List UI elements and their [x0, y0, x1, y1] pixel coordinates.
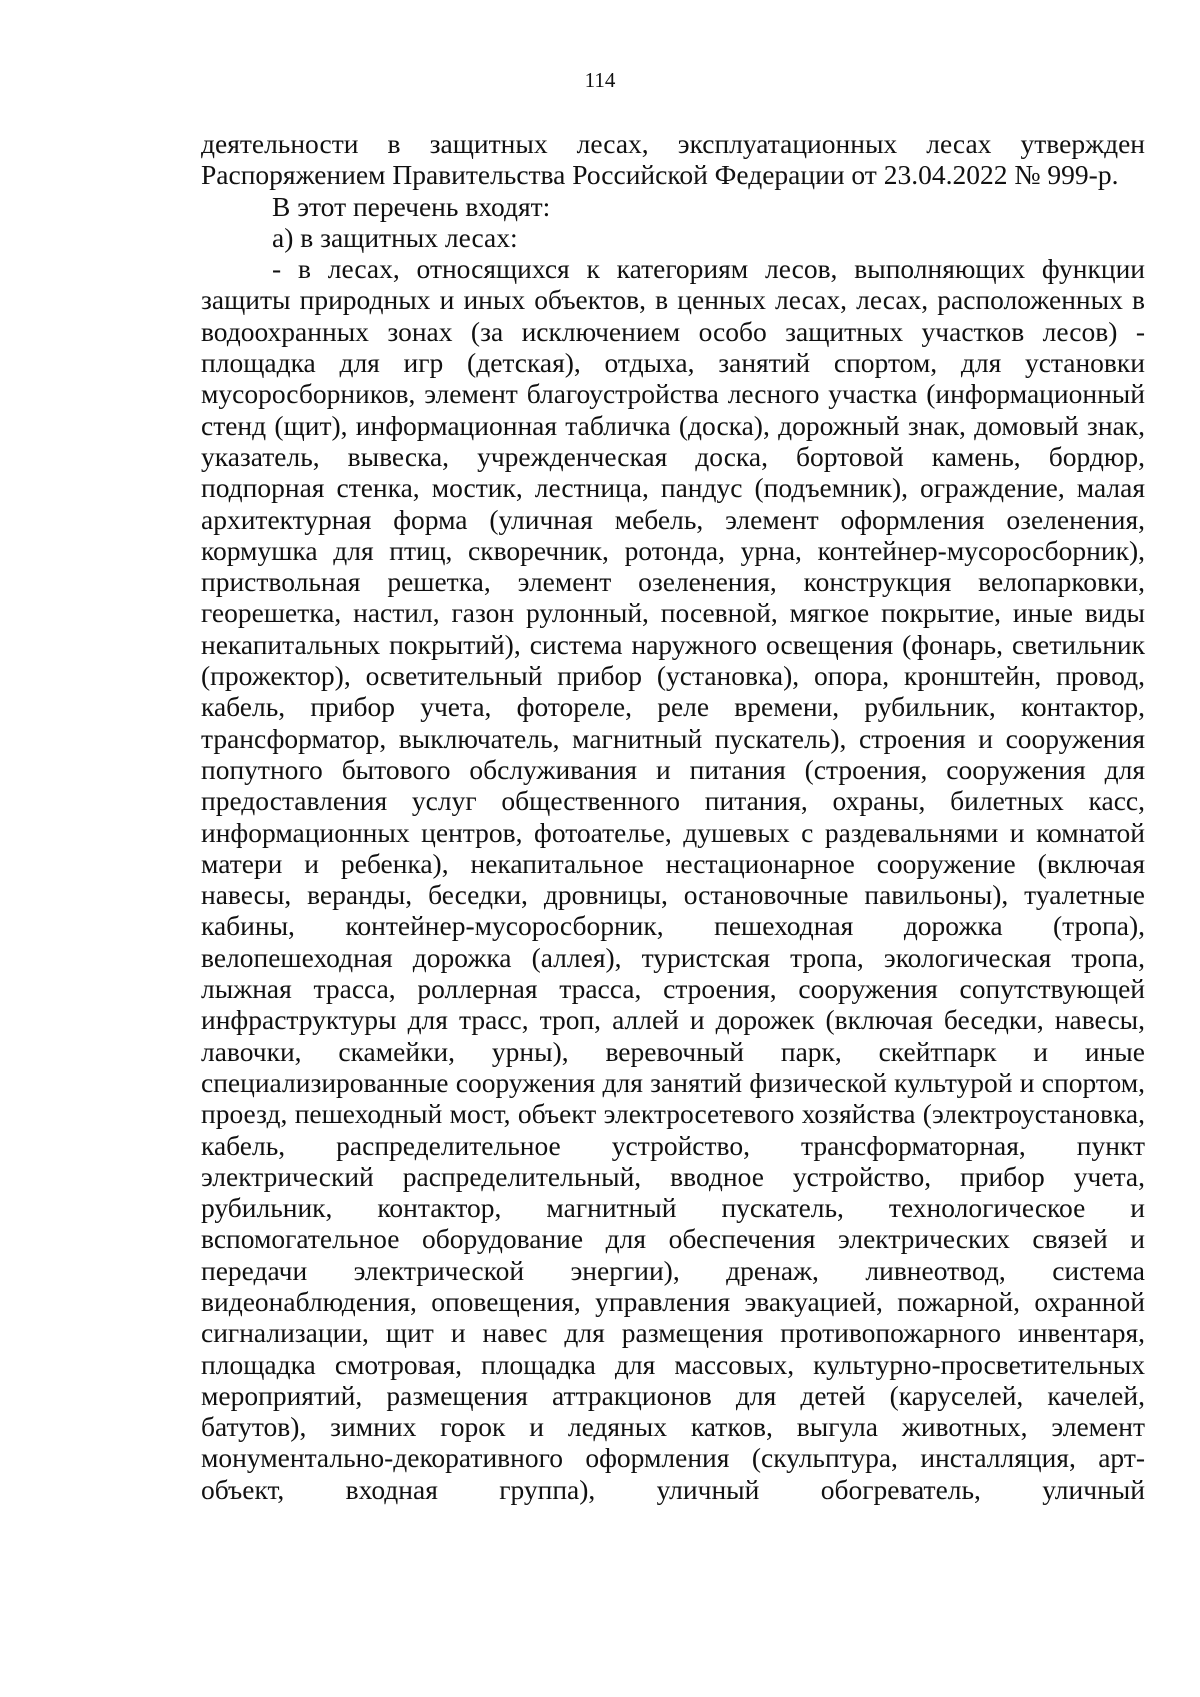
page-number: 114 — [584, 68, 616, 92]
paragraph-list-item-a: а) в защитных лесах: — [272, 221, 518, 253]
paragraph-protective-forests: - в лесах, относящихся к категориям лесов, выполняющих функции защиты природных и иных объектов, в ценных лесах, лесах, расположенных в водоохранных зонах (за исключением особо защитных участков лесов) - площадка для игр (детская), отдыха, занятий спортом, для установки мусоросборников, элемент благоустройства лесного участка (информационный стенд (щит), информационная табличка (доска), дорожный знак, домовый знак, указатель, вывеска, учрежденческая доска, бортовой камень, бордюр, подпорная стенка, мостик, лестница, пандус (подъемник), ограждение, малая архитектурная форма (уличная мебель, элемент оформления озеленения, кормушка для птиц, скворечник, ротонда, урна, контейнер-мусоросборник), приствольная решетка, элемент озеленения, конструкция велопарковки, георешетка, настил, газон рулонный, посевной, мягкое покрытие, иные виды некапитальных покрытий), система наружного освещения (фонарь, светильник (прожектор), осветительный прибор (установка), опора, кронштейн, провод, кабель, прибор учета, фотореле, реле времени, рубильник, контактор, трансформатор, выключатель, магнитный пускатель), строения и сооружения попутного бытового обслуживания и питания (строения, сооружения для предоставления услуг общественного питания, охраны, билетных касс, информационных центров, фотоателье, душевых с раздевальнями и комнатой матери и ребенка), некапитальное нестационарное сооружение (включая навесы, веранды, беседки, дровницы, остановочные павильоны), туалетные кабины, контейнер-мусоросборник, пешеходная дорожка (тропа), велопешеходная дорожка (аллея), туристская тропа, экологическая тропа, лыжная трасса, роллерная трасса, строения, сооружения сопутствующей инфраструктуры для трасс, троп, аллей и дорожек (включая беседки, навесы, лавочки, скамейки, урны), веревочный парк, скейтпарк и иные специализированные сооружения для занятий физической культурой и спортом, проезд, пешеходный мост, объект электросетевого хозяйства (электроустановка, кабель, распределительное устройство, трансформаторная, пункт электрический распределительный, вводное устройство, прибор учета, рубильник, контактор, магнитный пускатель, технологическое и вспомогательное оборудование для обеспечения электрических связей и передачи электрической энергии), дренаж, ливнеотвод, система видеонаблюдения, оповещения, управления эвакуацией, пожарной, охранной сигнализации, щит и навес для размещения противопожарного инвентаря, площадка смотровая, площадка для массовых, культурно-просветительных мероприятий, размещения аттракционов для детей (каруселей, качелей, батутов), зимних горок и ледяных катков, выгула животных, элемент монументально-декоративного оформления (скульптура, инсталляция, арт-объект, входная группа), уличный обогреватель, уличный — [201, 253, 1145, 1505]
paragraph-list-intro: В этот перечень входят: — [272, 190, 551, 222]
document-body — [201, 128, 1145, 1505]
paragraph-continuation: деятельности в защитных лесах, эксплуатационных лесах утвержден Распоряжением Правительства Российской Федерации от 23.04.2022 № 999-р. — [201, 128, 1145, 191]
